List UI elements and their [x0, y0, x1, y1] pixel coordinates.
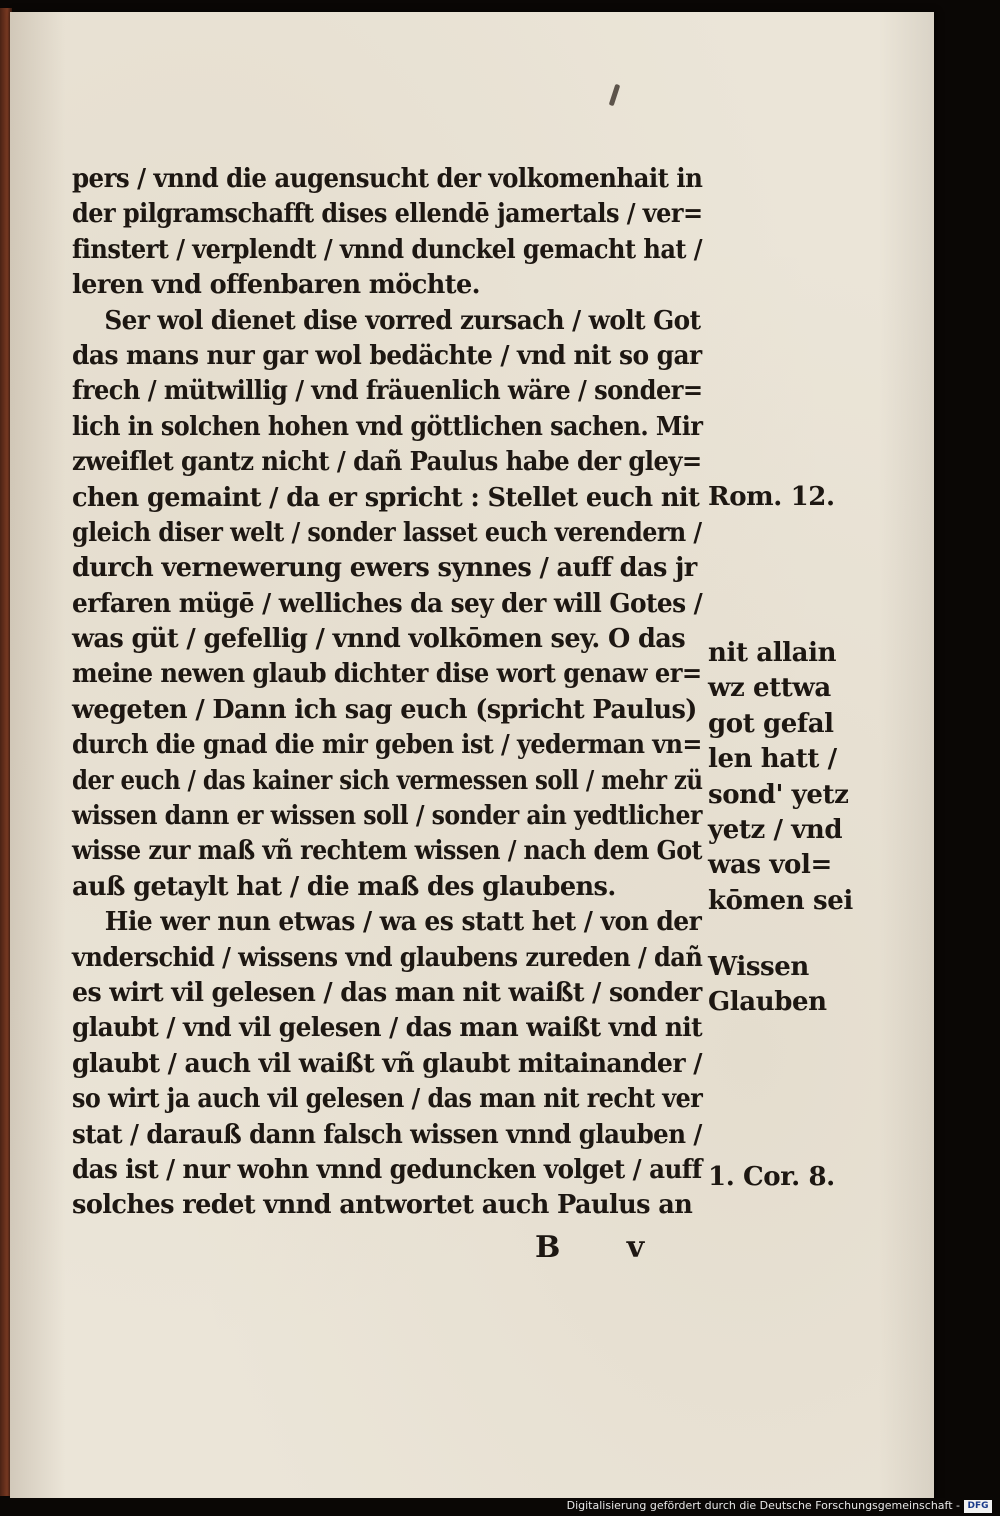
margin-note-line: was vol=: [708, 850, 832, 881]
text-line: wegeten / Dann ich sag euch (spricht Paulus): [72, 694, 697, 725]
text-line: auß getaylt hat / die maß des glaubens.: [72, 871, 616, 902]
text-line: wissen dann er wissen soll / sonder ain yedtlicher: [72, 801, 702, 832]
margin-note-line: Glauben: [708, 987, 827, 1018]
text-line: zweiflet gantz nicht / dañ Paulus habe der gley=: [72, 447, 702, 478]
text-line: glaubt / auch vil waißt vñ glaubt mitainander /: [72, 1048, 702, 1079]
text-line: frech / mütwillig / vnd fräuenlich wäre / sonder=: [72, 376, 703, 407]
text-line: solches redet vnnd antwortet auch Paulus an: [72, 1190, 693, 1221]
margin-note-line: kōmen sei: [708, 885, 853, 916]
text-line: der euch / das kainer sich vermessen soll / mehr zü: [72, 765, 703, 796]
dfg-logo: DFG: [964, 1500, 992, 1513]
margin-note-line: len hatt /: [708, 744, 837, 775]
text-line: was güt / gefellig / vnnd volkōmen sey. O das: [72, 624, 686, 655]
margin-note-line: wz ettwa: [708, 673, 831, 704]
margin-notes: [10, 12, 934, 1498]
text-line: Hie wer nun etwas / wa es statt het / von der: [104, 907, 702, 938]
text-line: so wirt ja auch vil gelesen / das man nit recht ver: [72, 1084, 703, 1115]
text-line: stat / darauß dann falsch wissen vnnd glauben /: [72, 1119, 702, 1150]
margin-note-line: nit allain: [708, 638, 837, 668]
text-line: lich in solchen hohen vnd göttlichen sachen. Mir: [72, 411, 703, 442]
text-line: finstert / verplendt / vnnd dunckel gemacht hat /: [72, 234, 702, 265]
text-line: das ist / nur wohn vnnd geduncken volget / auff: [72, 1154, 702, 1185]
credit-bar: [0, 1498, 1000, 1516]
text-line: Ser wol dienet dise vorred zursach / wolt Got: [104, 305, 701, 336]
text-line: pers / vnnd die augensucht der volkomenhait in: [72, 164, 703, 194]
text-line: leren vnd offenbaren möchte.: [72, 270, 481, 301]
credit-text: Digitalisierung gefördert durch die Deutsche Forschungsgemeinschaft -: [566, 1499, 960, 1512]
text-line: es wirt vil gelesen / das man nit waißt / sonder: [72, 977, 702, 1008]
margin-note-rom: [708, 480, 928, 515]
margin-note-line: 1. Cor. 8.: [708, 1162, 835, 1192]
margin-note-line: yetz / vnd: [708, 815, 843, 846]
text-line: vnderschid / wissens vnd glaubens zureden / dañ: [72, 942, 703, 973]
text-line: durch vernewerung ewers synnes / auff das jr: [72, 553, 697, 584]
text-line: erfaren mügē / welliches da sey der will Gotes /: [72, 588, 703, 619]
text-line: wisse zur maß vñ rechtem wissen / nach dem Got: [72, 836, 702, 867]
book-page: [10, 12, 934, 1498]
text-line: der pilgramschafft dises ellendē jamertals / ver=: [72, 199, 703, 230]
signature-mark: B v: [535, 1230, 673, 1265]
margin-note-wissen-glauben: [708, 950, 928, 1021]
text-line: gleich diser welt / sonder lasset euch verendern /: [72, 517, 702, 548]
margin-note-line: got gefal: [708, 708, 834, 739]
margin-note-gloss: [708, 636, 928, 919]
margin-note-line: Rom. 12.: [708, 482, 835, 512]
text-line: das mans nur gar wol bedächte / vnd nit so gar: [72, 340, 702, 371]
margin-note-line: sond' yetz: [708, 779, 849, 810]
text-line: durch die gnad die mir geben ist / yederman vn=: [72, 730, 702, 761]
text-line: chen gemaint / da er spricht : Stellet euch nit: [72, 482, 700, 513]
text-line: meine newen glaub dichter dise wort genaw er=: [72, 659, 702, 690]
margin-note-cor: [708, 1160, 928, 1195]
text-line: glaubt / vnd vil gelesen / das man waißt vnd nit: [72, 1013, 703, 1044]
margin-note-line: Wissen: [708, 952, 809, 982]
